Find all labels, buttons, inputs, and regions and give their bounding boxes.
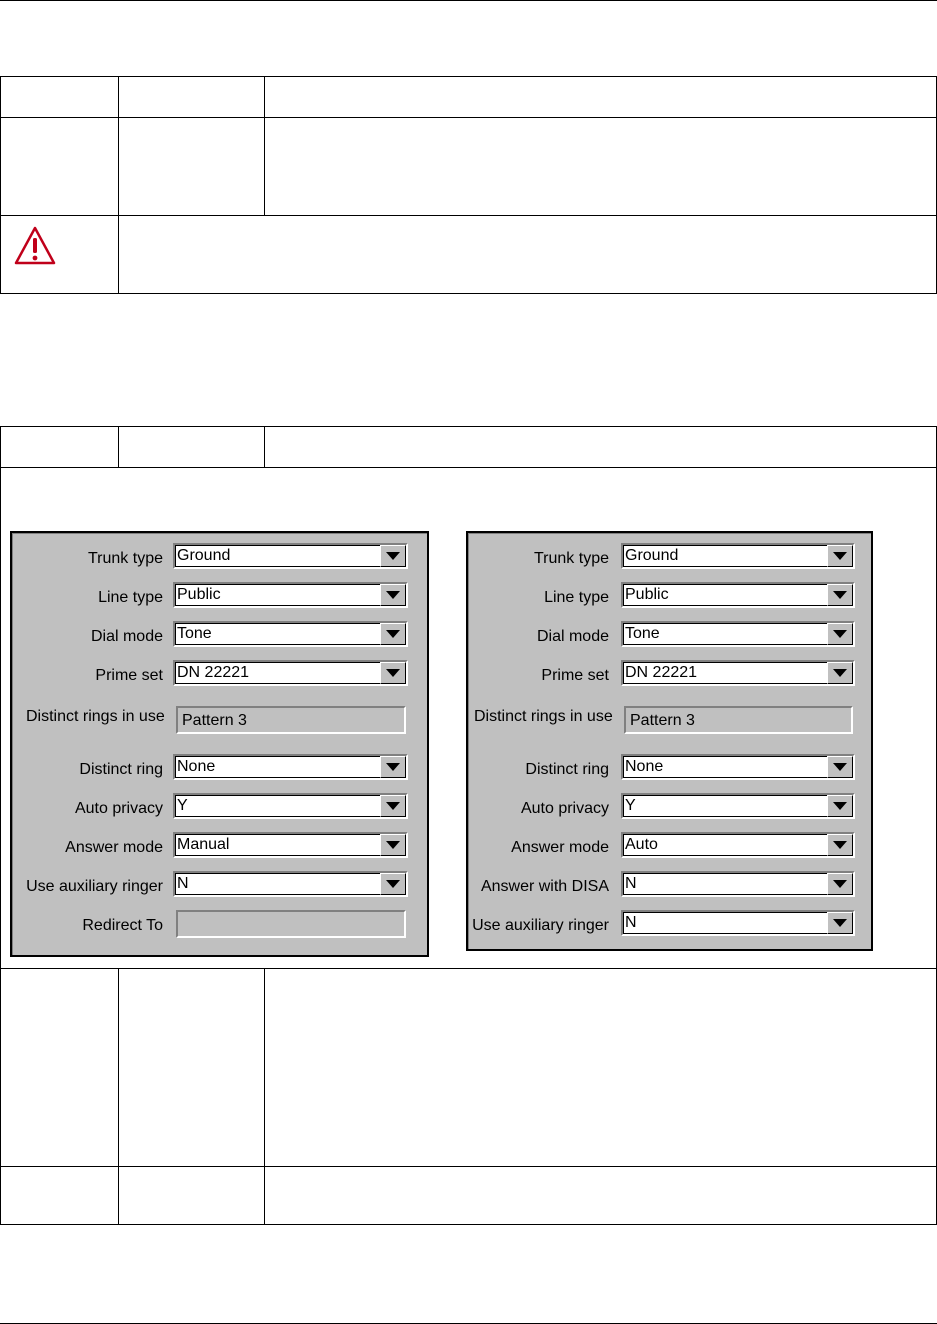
auto-privacy-dropdown-button[interactable] [827, 795, 853, 817]
answer-mode-dropdown-button[interactable] [380, 834, 406, 856]
prime-set-value: DN 22221 [625, 664, 698, 681]
answer-mode-label: Answer mode [65, 839, 163, 856]
table-2-col-divider-2b [264, 968, 265, 1224]
line-type-label: Line type [98, 589, 163, 606]
table-1-header-divider [1, 117, 936, 118]
answer-mode-dropdown-button[interactable] [827, 834, 853, 856]
table-1-row-divider [1, 215, 936, 216]
chevron-down-icon [833, 630, 847, 638]
chevron-down-icon [386, 802, 400, 810]
prime-set-label: Prime set [541, 667, 609, 684]
answer-mode-value: Auto [625, 836, 658, 853]
chevron-down-icon [386, 841, 400, 849]
line-type-label: Line type [544, 589, 609, 606]
distinct-rings-in-use-field [176, 706, 406, 734]
distinct-ring-dropdown[interactable] [173, 754, 408, 780]
line-type-value: Public [625, 586, 669, 603]
dial-mode-dropdown-button[interactable] [827, 623, 853, 645]
use-auxiliary-ringer-label: Use auxiliary ringer [472, 917, 609, 934]
dial-mode-value: Tone [177, 625, 212, 642]
line-type-dropdown[interactable] [621, 582, 855, 608]
chevron-down-icon [833, 591, 847, 599]
chevron-down-icon [386, 630, 400, 638]
answer-with-disa-value: N [625, 875, 637, 892]
table-1-col-divider-2 [264, 77, 265, 215]
trunk-type-label: Trunk type [534, 550, 609, 567]
table-2-figure-divider [1, 968, 936, 969]
distinct-rings-in-use-label: Distinct rings in use [474, 708, 613, 725]
trunk-line-settings-panel-manual [10, 531, 429, 957]
chevron-down-icon [386, 591, 400, 599]
trunk-type-dropdown[interactable] [621, 543, 855, 569]
dial-mode-label: Dial mode [536, 628, 609, 645]
chevron-down-icon [386, 880, 400, 888]
use-auxiliary-ringer-label: Use auxiliary ringer [26, 878, 163, 895]
dial-mode-dropdown[interactable] [621, 621, 855, 647]
table-1 [0, 76, 937, 294]
use-auxiliary-ringer-dropdown[interactable] [173, 871, 408, 897]
chevron-down-icon [833, 919, 847, 927]
auto-privacy-dropdown[interactable] [621, 793, 855, 819]
warning-triangle-icon [13, 225, 57, 267]
chevron-down-icon [833, 763, 847, 771]
auto-privacy-dropdown-button[interactable] [380, 795, 406, 817]
answer-with-disa-label: Answer with DISA [480, 878, 609, 895]
auto-privacy-value: Y [625, 797, 636, 814]
prime-set-dropdown-button[interactable] [380, 662, 406, 684]
dial-mode-value: Tone [625, 625, 660, 642]
table-2-row-divider [1, 1166, 936, 1167]
prime-set-dropdown[interactable] [621, 660, 855, 686]
auto-privacy-dropdown[interactable] [173, 793, 408, 819]
distinct-ring-value: None [625, 758, 664, 775]
distinct-ring-dropdown-button[interactable] [827, 756, 853, 778]
trunk-type-dropdown-button[interactable] [380, 545, 406, 567]
answer-mode-value: Manual [177, 836, 230, 853]
distinct-rings-in-use-field [624, 706, 853, 734]
trunk-type-label: Trunk type [88, 550, 163, 567]
dial-mode-dropdown-button[interactable] [380, 623, 406, 645]
trunk-type-value: Ground [625, 547, 679, 564]
prime-set-dropdown-button[interactable] [827, 662, 853, 684]
prime-set-label: Prime set [95, 667, 163, 684]
use-auxiliary-ringer-dropdown-button[interactable] [380, 873, 406, 895]
chevron-down-icon [833, 552, 847, 560]
auto-privacy-label: Auto privacy [520, 800, 609, 817]
chevron-down-icon [386, 669, 400, 677]
line-type-dropdown[interactable] [173, 582, 408, 608]
distinct-rings-in-use-value: Pattern 3 [630, 712, 695, 729]
redirect-to-field [176, 910, 406, 938]
chevron-down-icon [386, 763, 400, 771]
prime-set-value: DN 22221 [177, 664, 250, 681]
use-auxiliary-ringer-dropdown-button[interactable] [827, 912, 853, 934]
trunk-type-dropdown[interactable] [173, 543, 408, 569]
chevron-down-icon [833, 880, 847, 888]
chevron-down-icon [833, 669, 847, 677]
auto-privacy-label: Auto privacy [74, 800, 163, 817]
trunk-type-value: Ground [177, 547, 231, 564]
answer-with-disa-dropdown-button[interactable] [827, 873, 853, 895]
distinct-ring-label: Distinct ring [525, 761, 609, 778]
distinct-ring-label: Distinct ring [79, 761, 163, 778]
answer-mode-dropdown[interactable] [621, 832, 855, 858]
redirect-to-label: Redirect To [82, 917, 163, 934]
use-auxiliary-ringer-value: N [625, 914, 637, 931]
answer-mode-dropdown[interactable] [173, 832, 408, 858]
table-1-col-divider-1 [118, 77, 119, 293]
table-2-col-divider-1b [118, 968, 119, 1224]
table-2-col-divider-1a [118, 427, 119, 467]
distinct-ring-dropdown-button[interactable] [380, 756, 406, 778]
table-2-col-divider-2a [264, 427, 265, 467]
table-2-header-divider [1, 467, 936, 468]
use-auxiliary-ringer-dropdown[interactable] [621, 910, 855, 936]
answer-with-disa-dropdown[interactable] [621, 871, 855, 897]
distinct-ring-dropdown[interactable] [621, 754, 855, 780]
trunk-type-dropdown-button[interactable] [827, 545, 853, 567]
dial-mode-dropdown[interactable] [173, 621, 408, 647]
chevron-down-icon [833, 802, 847, 810]
chevron-down-icon [833, 841, 847, 849]
distinct-rings-in-use-value: Pattern 3 [182, 712, 247, 729]
answer-mode-label: Answer mode [511, 839, 609, 856]
use-auxiliary-ringer-value: N [177, 875, 189, 892]
line-type-value: Public [177, 586, 221, 603]
dial-mode-label: Dial mode [90, 628, 163, 645]
distinct-rings-in-use-label: Distinct rings in use [26, 708, 165, 725]
auto-privacy-value: Y [177, 797, 188, 814]
line-type-dropdown-button[interactable] [380, 584, 406, 606]
top-rule [0, 0, 937, 1]
line-type-dropdown-button[interactable] [827, 584, 853, 606]
chevron-down-icon [386, 552, 400, 560]
prime-set-dropdown[interactable] [173, 660, 408, 686]
trunk-line-settings-panel-auto [466, 531, 873, 951]
distinct-ring-value: None [177, 758, 216, 775]
